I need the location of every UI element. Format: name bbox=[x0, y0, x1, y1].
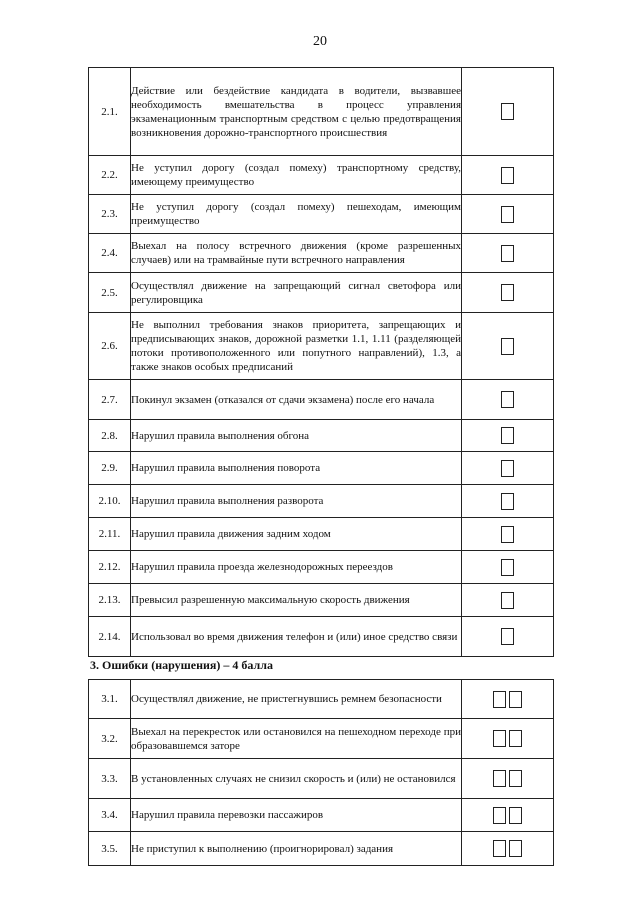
table-row bbox=[89, 584, 554, 617]
item-text: Нарушил правила перевозки пассажиров bbox=[131, 799, 462, 832]
checkbox[interactable] bbox=[501, 167, 514, 184]
item-text: Не выполнил требования знаков приоритета, запрещающих и предписывающих знаков, дорожной разметки 1.1, 1.11 (разделяющей потоки противоположенного или попутного направлений), 1.3, а также знаков особых предписаний bbox=[131, 313, 462, 380]
section-3-heading: 3. Ошибки (нарушения) – 4 балла bbox=[90, 658, 273, 672]
checkbox[interactable] bbox=[501, 460, 514, 477]
table-row bbox=[89, 380, 554, 420]
section-3-table bbox=[88, 679, 554, 866]
item-number: 3.5. bbox=[89, 832, 131, 866]
item-text: Нарушил правила выполнения обгона bbox=[131, 420, 462, 452]
checkbox[interactable] bbox=[501, 103, 514, 120]
checkbox[interactable] bbox=[501, 206, 514, 223]
item-number: 2.7. bbox=[89, 380, 131, 420]
page-number: 20 bbox=[313, 34, 327, 49]
item-number: 2.8. bbox=[89, 420, 131, 452]
item-text: Нарушил правила выполнения поворота bbox=[131, 452, 462, 485]
checkbox[interactable] bbox=[509, 840, 522, 857]
item-text: Действие или бездействие кандидата в водители, вызвавшее необходимость вмешательства в процесс управления экзаменационным транспортным средством с целью предотвращения возникновения дорожно-транспортного происшествия bbox=[131, 68, 462, 156]
item-number: 2.12. bbox=[89, 551, 131, 584]
table-row bbox=[89, 719, 554, 759]
table-row bbox=[89, 156, 554, 195]
item-text: Превысил разрешенную максимальную скорость движения bbox=[131, 584, 462, 617]
table-row bbox=[89, 680, 554, 719]
item-number: 3.4. bbox=[89, 799, 131, 832]
item-text: Не приступил к выполнению (проигнорировал) задания bbox=[131, 832, 462, 866]
table-row bbox=[89, 551, 554, 584]
checkbox[interactable] bbox=[501, 628, 514, 645]
table-row bbox=[89, 420, 554, 452]
table-row bbox=[89, 68, 554, 156]
checkbox[interactable] bbox=[509, 730, 522, 747]
checkbox[interactable] bbox=[509, 770, 522, 787]
item-number: 2.5. bbox=[89, 273, 131, 313]
item-text: Выехал на перекресток или остановился на пешеходном переходе при образовавшемся заторе bbox=[131, 719, 462, 759]
table-row bbox=[89, 617, 554, 657]
checkbox[interactable] bbox=[509, 807, 522, 824]
item-number: 2.3. bbox=[89, 195, 131, 234]
item-number: 2.13. bbox=[89, 584, 131, 617]
item-text: Выехал на полосу встречного движения (кроме разрешенных случаев) или на трамвайные пути встречного направления bbox=[131, 234, 462, 273]
table-row bbox=[89, 234, 554, 273]
checkbox[interactable] bbox=[501, 559, 514, 576]
table-row bbox=[89, 313, 554, 380]
checkbox[interactable] bbox=[501, 427, 514, 444]
section-2-table bbox=[88, 67, 554, 657]
checkbox[interactable] bbox=[501, 338, 514, 355]
table-row bbox=[89, 485, 554, 518]
checkbox[interactable] bbox=[493, 730, 506, 747]
checkbox[interactable] bbox=[509, 691, 522, 708]
table-row bbox=[89, 195, 554, 234]
item-number: 2.2. bbox=[89, 156, 131, 195]
item-number: 2.4. bbox=[89, 234, 131, 273]
table-row bbox=[89, 273, 554, 313]
item-number: 3.3. bbox=[89, 759, 131, 799]
item-number: 2.10. bbox=[89, 485, 131, 518]
item-number: 2.9. bbox=[89, 452, 131, 485]
item-text: Нарушил правила движения задним ходом bbox=[131, 518, 462, 551]
checkbox[interactable] bbox=[493, 691, 506, 708]
checkbox[interactable] bbox=[501, 245, 514, 262]
item-text: Нарушил правила проезда железнодорожных переездов bbox=[131, 551, 462, 584]
item-text: Покинул экзамен (отказался от сдачи экзамена) после его начала bbox=[131, 380, 462, 420]
item-text: Не уступил дорогу (создал помеху) пешеходам, имеющим преимущество bbox=[131, 195, 462, 234]
checkbox[interactable] bbox=[493, 770, 506, 787]
item-text: В установленных случаях не снизил скорость и (или) не остановился bbox=[131, 759, 462, 799]
item-text: Осуществлял движение, не пристегнувшись ремнем безопасности bbox=[131, 680, 462, 719]
table-row bbox=[89, 759, 554, 799]
checkbox[interactable] bbox=[501, 493, 514, 510]
checkbox[interactable] bbox=[501, 391, 514, 408]
checkbox[interactable] bbox=[501, 526, 514, 543]
table-row bbox=[89, 799, 554, 832]
item-number: 3.2. bbox=[89, 719, 131, 759]
item-number: 2.11. bbox=[89, 518, 131, 551]
item-number: 2.14. bbox=[89, 617, 131, 657]
item-text: Осуществлял движение на запрещающий сигнал светофора или регулировщика bbox=[131, 273, 462, 313]
item-text: Не уступил дорогу (создал помеху) транспортному средству, имеющему преимущество bbox=[131, 156, 462, 195]
table-row bbox=[89, 452, 554, 485]
table-row bbox=[89, 832, 554, 866]
item-number: 2.1. bbox=[89, 68, 131, 156]
checkbox[interactable] bbox=[493, 807, 506, 824]
item-text: Нарушил правила выполнения разворота bbox=[131, 485, 462, 518]
checkbox[interactable] bbox=[501, 284, 514, 301]
checkbox[interactable] bbox=[501, 592, 514, 609]
checkbox[interactable] bbox=[493, 840, 506, 857]
item-number: 2.6. bbox=[89, 313, 131, 380]
table-row bbox=[89, 518, 554, 551]
item-text: Использовал во время движения телефон и (или) иное средство связи bbox=[131, 617, 462, 657]
item-number: 3.1. bbox=[89, 680, 131, 719]
